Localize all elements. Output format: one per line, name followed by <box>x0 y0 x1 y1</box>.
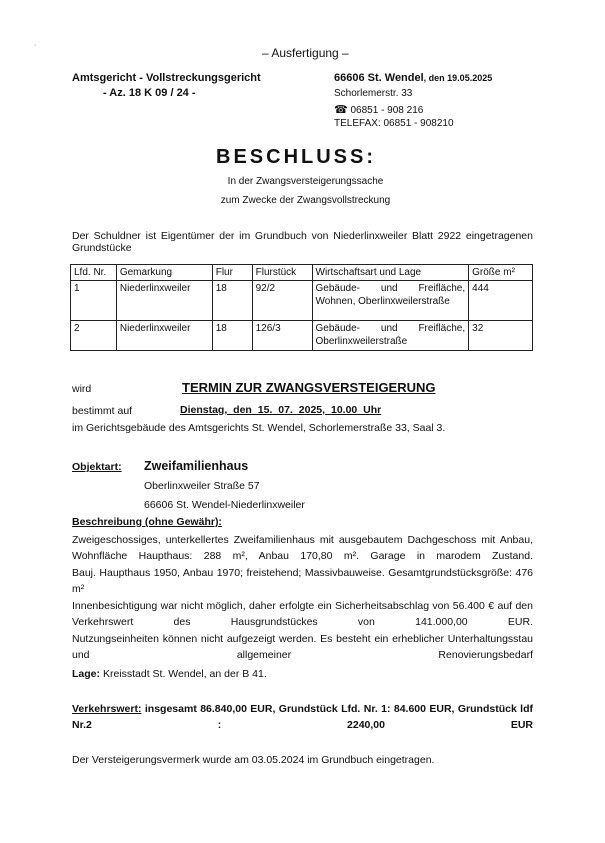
table-cell: 92/2 <box>252 281 312 321</box>
table-cell: Gebäude- und Freifläche, Wohnen, Oberlinxweilerstraße <box>312 281 469 321</box>
lage-line <box>72 668 267 680</box>
objektart-value: Zweifamilienhaus <box>144 459 249 473</box>
description-paragraph-1: Zweigeschossiges, unterkellertes Zweifamilienhaus mit ausgebautem Dachgeschoss mit Anbau, Wohnfläche Haupthaus: 288 m², Anbau 170,80 m². Garage in marodem Zustand. <box>72 534 533 562</box>
table-header-cell: Größe m² <box>469 265 533 281</box>
bestimmt-label: bestimmt auf <box>72 405 133 417</box>
object-address-city: 66606 St. Wendel-Niederlinxweiler <box>144 499 305 511</box>
fax-number: TELEFAX: 06851 - 908210 <box>334 118 454 129</box>
phone-number: 06851 - 908 216 <box>350 105 424 116</box>
ausfertigung-label: – Ausfertigung – <box>262 46 349 60</box>
lage-label: Lage: <box>72 668 101 680</box>
description-label: Beschreibung (ohne Gewähr): <box>72 516 222 528</box>
table-header-cell: Gemarkung <box>116 265 212 281</box>
table-cell: Niederlinxweiler <box>116 281 212 321</box>
title-line-2: zum Zwecke der Zwangsvollstreckung <box>220 195 391 206</box>
table-cell: 32 <box>469 321 533 351</box>
phone-icon: ☎ <box>334 104 348 116</box>
court-street: Schorlemerstr. 33 <box>334 88 413 99</box>
objektart-label: Objektart: <box>72 461 122 473</box>
place-date <box>334 72 492 84</box>
footer-note: Der Versteigerungsvermerk wurde am 03.05.2024 im Grundbuch eingetragen. <box>72 754 435 766</box>
title-line-1: In der Zwangsversteigerungssache <box>227 176 384 187</box>
description-paragraph-4: Nutzungseinheiten können nicht aufgezeigt werden. Es besteht ein erheblicher Unterhaltungsstau und allgemeiner Renovierungsbedarf <box>72 633 533 661</box>
table-cell: 2 <box>71 321 117 351</box>
description-paragraph-3: Innenbesichtigung war nicht möglich, daher erfolgte ein Sicherheitsabschlag von 56.400 € auf den Verkehrswert des Hausgrundstückes von 141.000,00 EUR. <box>72 600 533 628</box>
court-name: Amtsgericht - Vollstreckungsgericht <box>72 72 261 84</box>
table-cell: Niederlinxweiler <box>116 321 212 351</box>
object-address-street: Oberlinxweiler Straße 57 <box>144 480 260 492</box>
table-header-cell: Flur <box>212 265 252 281</box>
case-number: - Az. 18 K 09 / 24 - <box>103 87 196 99</box>
scan-mark: · <box>34 42 37 49</box>
table-header-cell: Wirtschaftsart und Lage <box>312 265 469 281</box>
table-header-cell: Flurstück <box>252 265 312 281</box>
court-city: 66606 St. Wendel <box>334 72 424 84</box>
verkehrswert-value: insgesamt 86.840,00 EUR, Grundstück Lfd. Nr. 1: 84.600 EUR, Grundstück ldf Nr.2 : 2240,00 EUR <box>72 703 534 731</box>
table-header-row <box>71 265 533 281</box>
auction-date: Dienstag, den 15. 07. 2025, 10.00 Uhr <box>180 404 382 416</box>
table-cell: 1 <box>71 281 117 321</box>
document-title: BESCHLUSS: <box>216 146 377 168</box>
auction-location: im Gerichtsgebäude des Amtsgerichts St. Wendel, Schorlemerstraße 33, Saal 3. <box>72 422 446 434</box>
verkehrswert-paragraph <box>72 701 533 749</box>
table-cell: 444 <box>469 281 533 321</box>
table-cell: 18 <box>212 281 252 321</box>
phone-line <box>334 103 423 116</box>
table-header-cell: Lfd. Nr. <box>71 265 117 281</box>
lage-value: Kreisstadt St. Wendel, an der B 41. <box>102 668 267 680</box>
intro-text: Der Schuldner ist Eigentümer der im Grundbuch von Niederlinxweiler Blatt 2922 eingetragenen Grundstücke <box>72 230 533 254</box>
wird-label: wird <box>72 383 92 395</box>
table-cell: 18 <box>212 321 252 351</box>
parcel-table <box>70 264 533 351</box>
table-cell: Gebäude- und Freifläche, Oberlinxweilerstraße <box>312 321 469 351</box>
document-date: , den 19.05.2025 <box>423 73 493 83</box>
table-cell: 126/3 <box>252 321 312 351</box>
verkehrswert-label: Verkehrswert: <box>72 703 142 715</box>
table-row <box>71 321 533 351</box>
description-paragraph-2: Bauj. Haupthaus 1950, Anbau 1970; freistehend; Massivbauweise. Gesamtgrundstücksgröße: 476 m² <box>72 567 533 595</box>
termin-heading: TERMIN ZUR ZWANGSVERSTEIGERUNG <box>182 380 436 395</box>
table-row <box>71 281 533 321</box>
